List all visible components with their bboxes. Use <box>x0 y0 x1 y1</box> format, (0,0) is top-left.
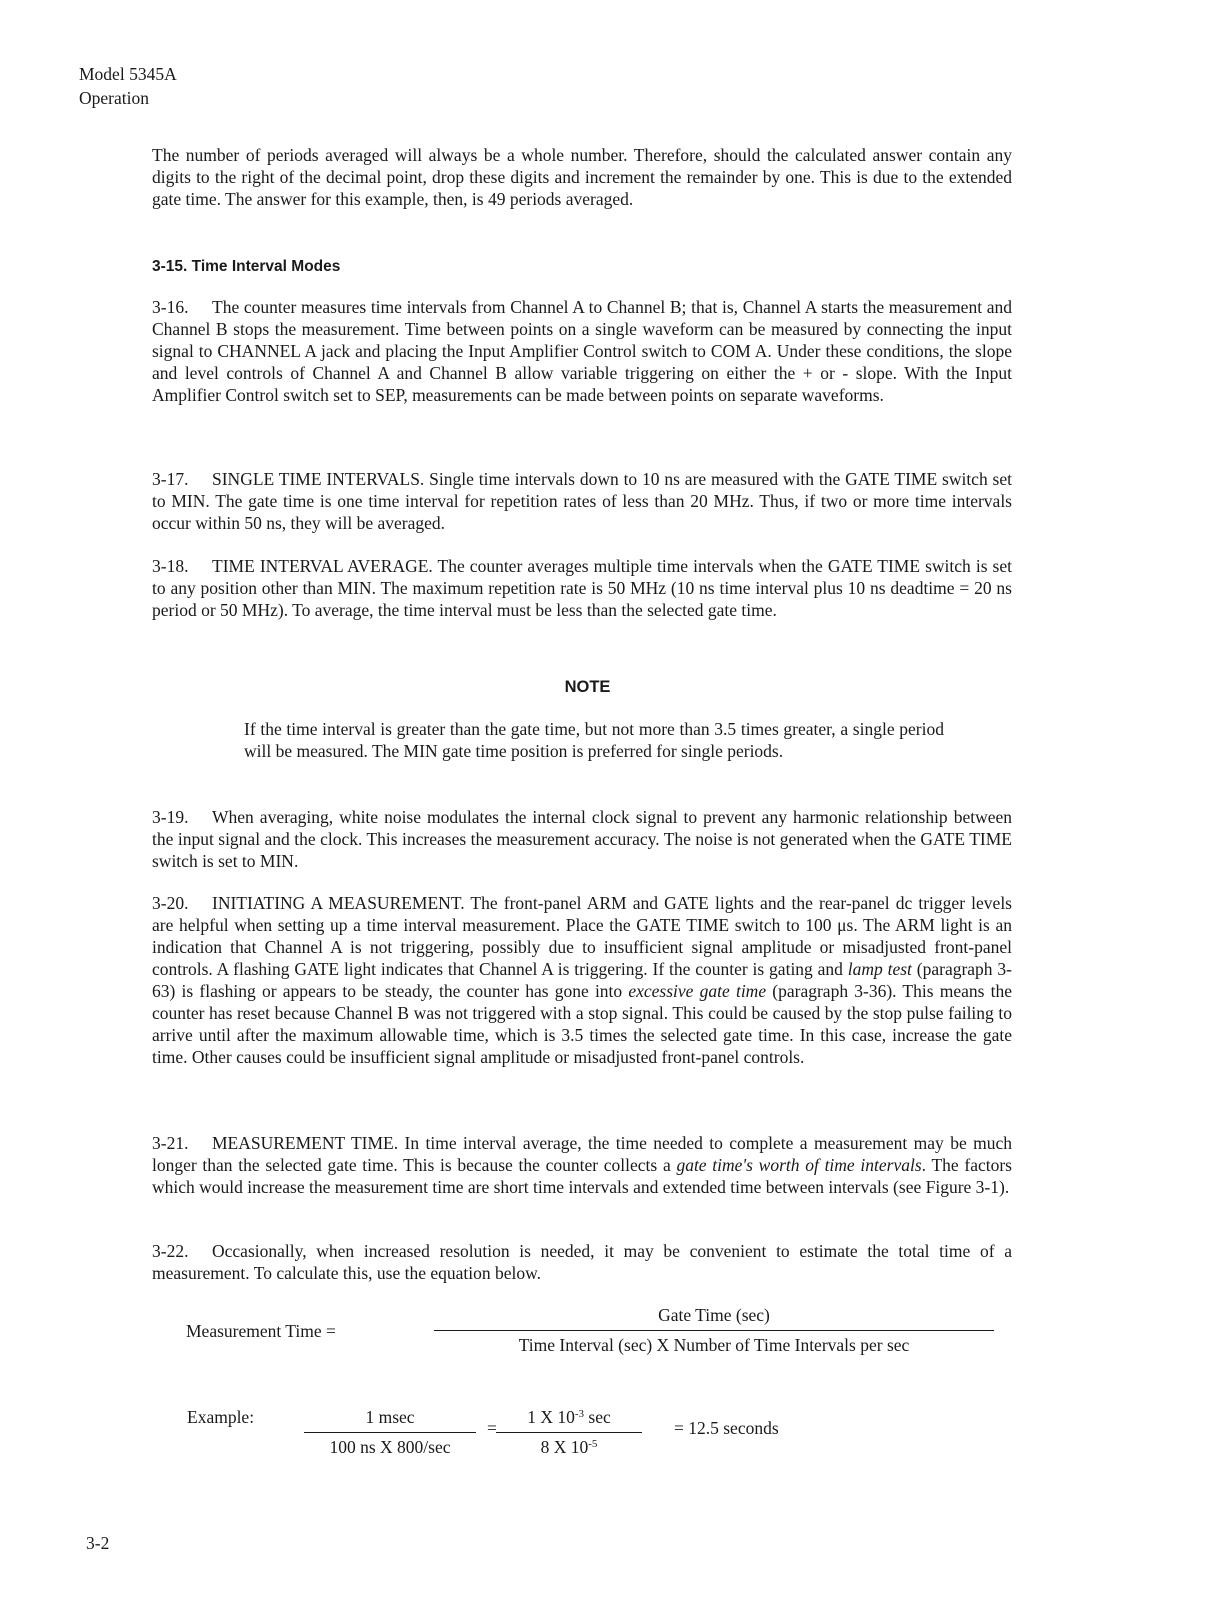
paragraph-3-21 <box>152 1132 1012 1198</box>
paragraph-number: 3-19. <box>152 807 189 827</box>
numerator-exponent: -3 <box>574 1408 585 1420</box>
page-header <box>79 62 177 110</box>
page-number: 3-2 <box>86 1533 110 1553</box>
denominator-exponent: -5 <box>588 1438 598 1450</box>
note-text: If the time interval is greater than the gate time, but not more than 3.5 times greater, a single period will be measured. The MIN gate time position is preferred for single periods. <box>244 719 944 761</box>
emphasis-excessive-gate-time: excessive gate time <box>628 981 767 1001</box>
paragraph-number: 3-16. <box>152 297 189 317</box>
paragraph-number: 3-17. <box>152 469 189 489</box>
numerator-unit: sec <box>584 1407 611 1427</box>
equation-fraction <box>434 1305 994 1356</box>
equation-numerator: Gate Time (sec) <box>434 1305 994 1331</box>
equation-denominator: Time Interval (sec) X Number of Time Intervals per sec <box>518 1335 910 1355</box>
paragraph-3-17 <box>152 468 1012 534</box>
paragraph-3-16 <box>152 296 1012 406</box>
model-label: Model 5345A <box>79 64 177 84</box>
paragraph-text: TIME INTERVAL AVERAGE. The counter averages multiple time intervals when the GATE TIME switch is set to any position other than MIN. The maximum repetition rate is 50 MHz (10 ns time interval plus 10 ns deadtime = 20 ns period or 50 MHz). To average, the time interval must be less than the selected gate time. <box>152 556 1012 620</box>
example-fraction-2-denominator <box>496 1433 642 1458</box>
example-equals: = <box>487 1418 497 1438</box>
note-title: NOTE <box>564 678 611 696</box>
paragraph-number: 3-20. <box>152 893 189 913</box>
paragraph-3-22 <box>152 1240 1012 1284</box>
paragraph-number: 3-22. <box>152 1241 189 1261</box>
paragraph-number: 3-18. <box>152 556 189 576</box>
paragraph-text-part: (paragraph 3-63) is flashing or appears to be steady, the counter has gone into <box>152 959 1012 1001</box>
paragraph-text: Occasionally, when increased resolution is needed, it may be convenient to estimate the total time of a measurement. To calculate this, use the equation below. <box>152 1241 1012 1283</box>
paragraph-text: When averaging, white noise modulates the internal clock signal to prevent any harmonic relationship between the input signal and the clock. This increases the measurement accuracy. The noise is not generated when the GATE TIME switch is set to MIN. <box>152 807 1012 871</box>
example-fraction-1-numerator: 1 msec <box>304 1407 476 1433</box>
paragraph-3-18 <box>152 555 1012 621</box>
example-fraction-2 <box>496 1407 642 1458</box>
section-label: Operation <box>79 88 149 108</box>
example-fraction-1 <box>304 1407 476 1458</box>
paragraph-text-part: INITIATING A MEASUREMENT. The front-panel ARM and GATE lights and the rear-panel dc trigger levels are helpful when setting up a time interval measurement. Place the GATE TIME switch to 100 μs. The ARM light is an indication that Channel A is not triggering, possibly due to insufficient signal amplitude or misadjusted front-panel controls. A flashing GATE light indicates that Channel A is triggering. If the counter is gating and <box>152 893 1012 979</box>
emphasis-lamp-test: lamp test <box>847 959 912 979</box>
example-fraction-2-numerator <box>496 1407 642 1433</box>
example-fraction-1-denominator: 100 ns X 800/sec <box>329 1437 451 1457</box>
paragraph-text-part: (paragraph 3-36). This means the counter has reset because Channel B was not triggered with a stop signal. This could be caused by the stop pulse failing to arrive until after the maximum allowable time, which is 3.5 times the selected gate time. In this case, increase the gate time. Other causes could be insufficient signal amplitude or misadjusted front-panel controls. <box>152 981 1012 1067</box>
example-result: = 12.5 seconds <box>674 1418 779 1438</box>
paragraph-text: The counter measures time intervals from Channel A to Channel B; that is, Channel A starts the measurement and Channel B stops the measurement. Time between points on a single waveform can be measured by connecting the input signal to CHANNEL A jack and placing the Input Amplifier Control switch to COM A. Under these conditions, the slope and level controls of Channel A and Channel B allow variable triggering on either the + or - slope. With the Input Amplifier Control switch set to SEP, measurements can be made between points on separate waveforms. <box>152 297 1012 405</box>
intro-paragraph: The number of periods averaged will always be a whole number. Therefore, should the calculated answer contain any digits to the right of the decimal point, drop these digits and increment the remainder by one. This is due to the extended gate time. The answer for this example, then, is 49 periods averaged. <box>152 145 1012 209</box>
paragraph-number: 3-21. <box>152 1133 189 1153</box>
section-heading: 3-15. Time Interval Modes <box>152 258 341 275</box>
paragraph-text-part: . The factors which would increase the measurement time are short time intervals and extended time between intervals (see Figure 3-1). <box>152 1155 1012 1197</box>
paragraph-text: SINGLE TIME INTERVALS. Single time intervals down to 10 ns are measured with the GATE TIME switch set to MIN. The gate time is one time interval for repetition rates of less than 20 MHz. Thus, if two or more time intervals occur within 50 ns, they will be averaged. <box>152 469 1012 533</box>
paragraph-3-19 <box>152 806 1012 872</box>
paragraph-3-20 <box>152 892 1012 1068</box>
example-label: Example: <box>187 1407 255 1427</box>
equation-lhs: Measurement Time = <box>186 1321 336 1341</box>
numerator-base: 1 X 10 <box>527 1407 575 1427</box>
paragraph-text-part: MEASUREMENT TIME. In time interval average, the time needed to complete a measurement may be much longer than the selected gate time. This is because the counter collects a <box>152 1133 1012 1175</box>
emphasis-gate-time-worth: gate time's worth of time intervals <box>676 1155 922 1175</box>
denominator-base: 8 X 10 <box>540 1437 589 1457</box>
